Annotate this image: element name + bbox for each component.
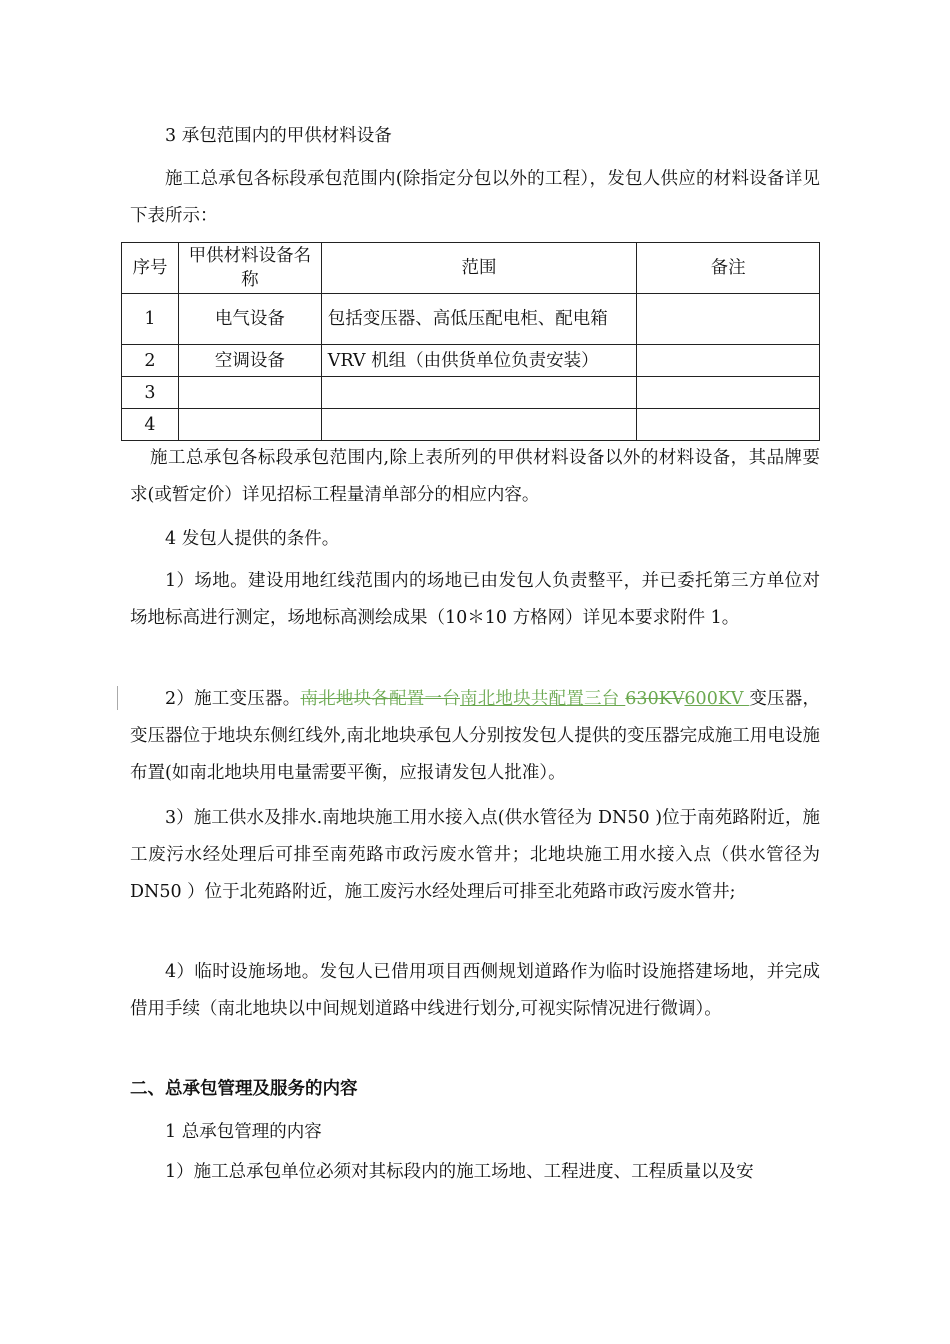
item-3-water: 3）施工供水及排水.南地块施工用水接入点(供水管径为 DN50 )位于南苑路附近，施工废污水经处理后可排至南苑路市政污废水管井；北地块施工用水接入点（供水管径为 DN50 ）位于北苑路附近，施工废污水经处理后可排至北苑路市政污废水管井; [130,808,820,902]
supplied-materials-table [121,242,820,441]
item-2-transformer [130,681,820,792]
header-cell: 范围 [321,243,637,294]
part-2-item-1: 1）施工总承包单位必须对其标段内的施工场地、工程进度、工程质量以及安 [165,1162,754,1182]
table-cell [178,377,321,409]
table-row [122,377,820,409]
section-4-title: 4 发包人提供的条件。 [165,529,340,549]
table-cell: 3 [122,377,179,409]
header-cell: 甲供材料设备名称 [178,243,321,294]
table-cell: 4 [122,409,179,441]
part-2-heading: 二、总承包管理及服务的内容 [130,1079,358,1099]
table-cell [178,409,321,441]
inserted-text: 600KV [684,689,750,709]
part-2-subheading: 1 总承包管理的内容 [165,1122,322,1142]
section-3-title: 3 承包范围内的甲供材料设备 [165,126,392,146]
table-cell [321,377,637,409]
table-cell [637,409,820,441]
table-row [122,345,820,377]
item-2-lead: 2）施工变压器。 [165,689,301,709]
table-cell: 1 [122,294,179,345]
table-cell: 电气设备 [178,294,321,345]
table-cell: 空调设备 [178,345,321,377]
item-4-temporary-site: 4）临时设施场地。发包人已借用项目西侧规划道路作为临时设施搭建场地，并完成借用手续（南北地块以中间规划道路中线进行划分,可视实际情况进行微调）。 [130,962,820,1019]
table-cell [637,345,820,377]
table-header-row [122,243,820,294]
table-cell [637,377,820,409]
table-cell: 包括变压器、高低压配电柜、配电箱 [321,294,637,345]
table-cell: VRV 机组（由供货单位负责安装） [321,345,637,377]
table-cell [321,409,637,441]
header-cell: 备注 [637,243,820,294]
table-cell [637,294,820,345]
table-cell: 2 [122,345,179,377]
deleted-text: 南北地块各配置一台 [300,689,460,709]
table-row [122,294,820,345]
after-table-paragraph: 施工总承包各标段承包范围内,除上表所列的甲供材料设备以外的材料设备，其品牌要求(或暂定价）详见招标工程量清单部分的相应内容。 [130,448,820,505]
header-cell: 序号 [122,243,179,294]
table-row [122,409,820,441]
change-bar [117,686,118,710]
section-3-intro: 施工总承包各标段承包范围内(除指定分包以外的工程），发包人供应的材料设备详见下表所示： [130,169,820,226]
item-2-rest: 变压器，变压器位于地块东侧红线外,南北地块承包人分别按发包人提供的变压器完成施工用电设施布置(如南北地块用电量需要平衡，应报请发包人批准）。 [130,689,821,783]
item-1-site: 1）场地。建设用地红线范围内的场地已由发包人负责整平，并已委托第三方单位对场地标高进行测定，场地标高测绘成果（10＊10 方格网）详见本要求附件 1。 [130,571,820,628]
inserted-text: 南北地块共配置三台 [459,689,626,709]
deleted-text: 630KV [625,689,685,709]
